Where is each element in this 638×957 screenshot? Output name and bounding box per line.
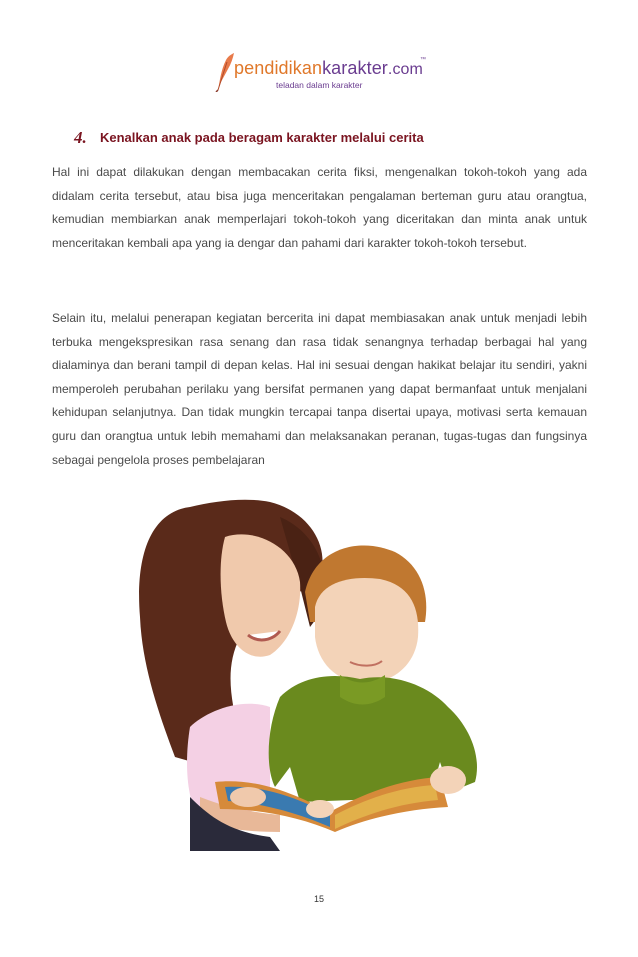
section-title: Kenalkan anak pada beragam karakter melalui cerita	[100, 130, 424, 145]
page-number: 15	[313, 894, 324, 904]
logo-brand-part3: .com	[387, 61, 423, 78]
section-heading	[74, 128, 424, 148]
logo-brand-part1: pendidikan	[234, 58, 323, 78]
logo-tagline: teladan dalam karakter	[276, 80, 363, 90]
body-paragraph-2: Selain itu, melalui penerapan kegiatan bercerita ini dapat membiasakan anak untuk menjadi lebih terbuka mengekspresikan rasa senang dan rasa tidak senangnya terhadap berbagai hal yang dialaminya dan berani tampil di depan kelas. Hal ini sesuai dengan hakikat belajar itu sendiri, yakni memperoleh perubahan perilaku yang bersifat permanen yang dapat bermanfaat untuk menjalani kehidupan selanjutnya. Dan tidak mungkin tercapai tanpa disertai upaya, motivasi serta kemauan guru dan orangtua untuk lebih memahami dan melaksanakan peranan, tugas-tugas dan fungsinya sebagai pengelola proses pembelajaran	[52, 311, 587, 467]
logo-brand-text	[234, 58, 423, 79]
logo-brand-part2: karakter	[322, 58, 388, 78]
site-logo	[212, 52, 432, 97]
body-paragraph-1: Hal ini dapat dilakukan dengan membacakan cerita fiksi, mengenalkan tokoh-tokoh yang ada didalam cerita tersebut, atau bisa juga menceritakan pengalaman berteman guru atau orangtua, kemudian membiarkan anak memperlajari tokoh-tokoh yang diceritakan dan minta anak untuk menceritakan kembali apa yang ia dengar dan pahami dari karakter tokoh-tokoh tersebut.	[52, 165, 587, 250]
logo-trademark: ™	[420, 57, 426, 63]
feather-icon	[212, 52, 236, 92]
section-number: 4.	[74, 128, 87, 147]
mother-child-reading-photo	[130, 497, 500, 852]
